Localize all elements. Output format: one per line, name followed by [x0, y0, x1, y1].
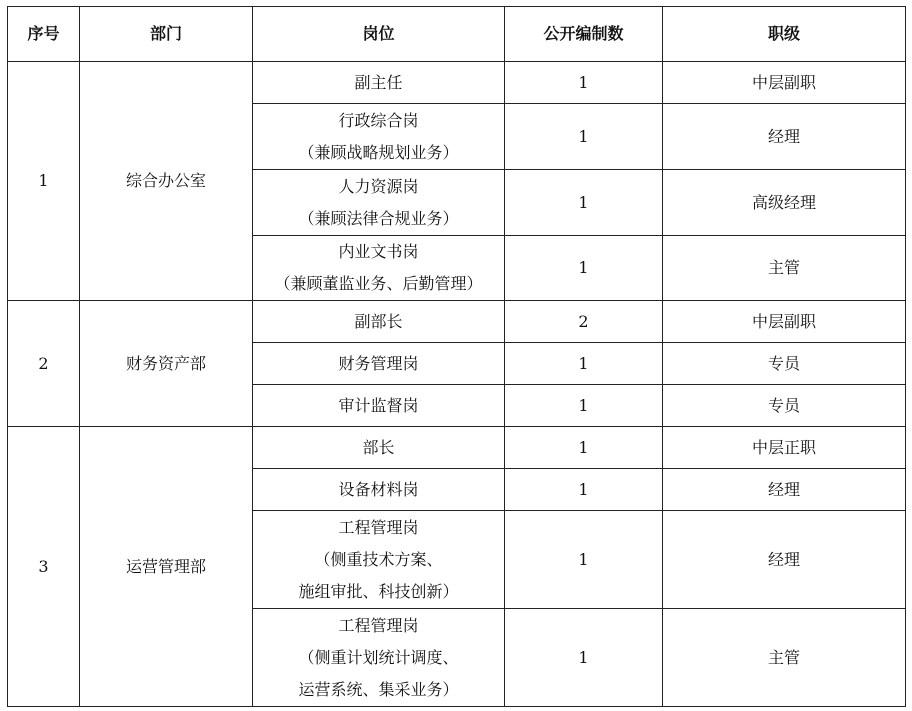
position-line: 副主任 [354, 72, 403, 92]
cell-count: 1 [505, 609, 663, 707]
position-line: 运营系统、集采业务） [298, 679, 459, 699]
cell-level: 主管 [663, 236, 906, 301]
position-line: 设备材料岗 [338, 479, 419, 499]
cell-position [253, 62, 505, 104]
cell-dept: 综合办公室 [80, 62, 253, 301]
position-line: 审计监督岗 [338, 395, 419, 415]
cell-count: 1 [505, 170, 663, 236]
position-line: （兼顾战略规划业务） [298, 142, 459, 162]
cell-level: 专员 [663, 343, 906, 385]
table-row [8, 62, 906, 104]
cell-level: 经理 [663, 511, 906, 609]
cell-level: 经理 [663, 469, 906, 511]
header-position: 岗位 [253, 7, 505, 62]
table-body [8, 62, 906, 707]
cell-count: 1 [505, 469, 663, 511]
position-line: 行政综合岗 [338, 110, 419, 130]
cell-level: 经理 [663, 104, 906, 170]
cell-position [253, 170, 505, 236]
cell-position [253, 236, 505, 301]
cell-count: 1 [505, 343, 663, 385]
cell-position [253, 511, 505, 609]
table-row [8, 427, 906, 469]
cell-position [253, 469, 505, 511]
cell-no: 3 [8, 427, 80, 707]
cell-level: 高级经理 [663, 170, 906, 236]
cell-position [253, 427, 505, 469]
cell-dept: 运营管理部 [80, 427, 253, 707]
position-line: （侧重技术方案、 [314, 549, 443, 569]
cell-count: 1 [505, 62, 663, 104]
cell-count: 1 [505, 104, 663, 170]
table-row [8, 301, 906, 343]
cell-count: 1 [505, 427, 663, 469]
cell-position [253, 104, 505, 170]
position-line: （兼顾法律合规业务） [298, 208, 459, 228]
positions-table [7, 6, 906, 707]
cell-level: 中层副职 [663, 62, 906, 104]
cell-position [253, 385, 505, 427]
position-line: 财务管理岗 [338, 353, 419, 373]
cell-position [253, 301, 505, 343]
cell-count: 1 [505, 236, 663, 301]
cell-no: 1 [8, 62, 80, 301]
position-line: 施组审批、科技创新） [298, 581, 459, 601]
position-line: 部长 [362, 437, 395, 457]
header-row [8, 7, 906, 62]
position-line: 副部长 [354, 311, 403, 331]
header-dept: 部门 [80, 7, 253, 62]
cell-level: 中层副职 [663, 301, 906, 343]
position-line: 工程管理岗 [338, 517, 419, 537]
position-line: （侧重计划统计调度、 [298, 647, 459, 667]
cell-count: 2 [505, 301, 663, 343]
cell-count: 1 [505, 511, 663, 609]
header-no: 序号 [8, 7, 80, 62]
position-line: 人力资源岗 [338, 176, 419, 196]
header-level: 职级 [663, 7, 906, 62]
position-line: 工程管理岗 [338, 615, 419, 635]
cell-count: 1 [505, 385, 663, 427]
cell-level: 中层正职 [663, 427, 906, 469]
cell-dept: 财务资产部 [80, 301, 253, 427]
cell-level: 主管 [663, 609, 906, 707]
cell-position [253, 609, 505, 707]
position-line: 内业文书岗 [338, 242, 419, 261]
cell-level: 专员 [663, 385, 906, 427]
position-line: （兼顾董监业务、后勤管理） [274, 274, 483, 293]
cell-no: 2 [8, 301, 80, 427]
header-count: 公开编制数 [505, 7, 663, 62]
cell-position [253, 343, 505, 385]
